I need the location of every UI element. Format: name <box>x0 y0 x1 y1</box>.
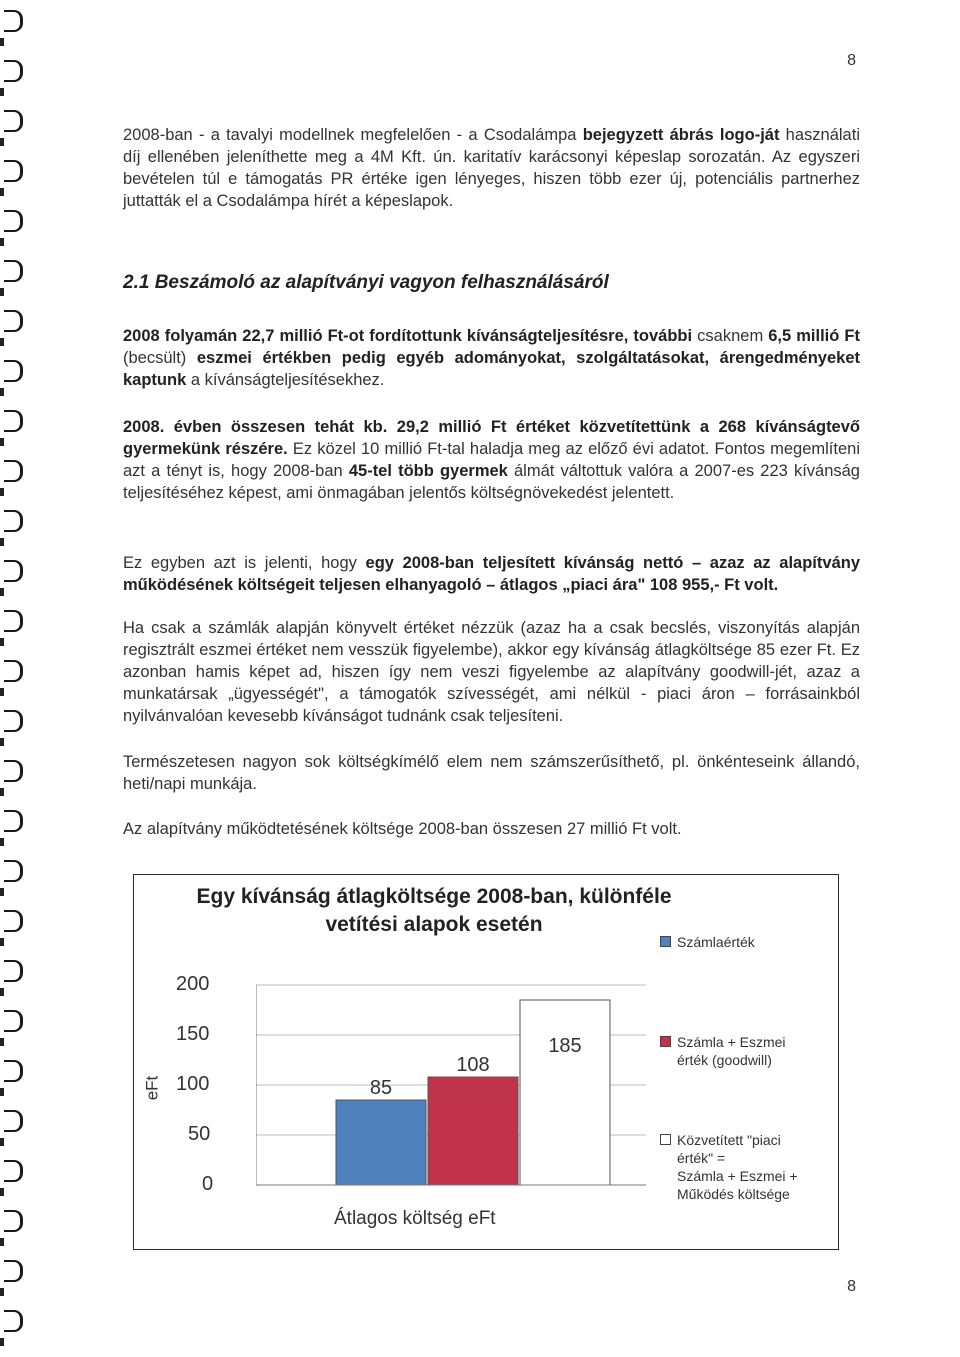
legend-swatch-2 <box>660 1036 671 1047</box>
binding-mark <box>0 338 4 346</box>
y-tick-50: 50 <box>188 1123 211 1145</box>
legend-item-1 <box>660 933 830 951</box>
binding-ring <box>4 710 23 732</box>
legend-item-2 <box>660 1033 830 1069</box>
binding-mark <box>0 638 4 646</box>
binding-ring <box>4 510 23 532</box>
binding-ring <box>4 1110 23 1132</box>
bar-2 <box>428 1077 518 1185</box>
page-number-top: 8 <box>847 52 856 69</box>
paragraph-3 <box>123 416 860 504</box>
legend-label-3d: Működés költsége <box>677 1186 790 1202</box>
p4-text-a: Ez egyben azt is jelenti, hogy <box>123 554 366 572</box>
binding-mark <box>0 688 4 696</box>
paragraph-6 <box>123 751 860 795</box>
bar-1 <box>336 1100 426 1185</box>
bar-label-3: 185 <box>548 1035 582 1057</box>
binding-mark <box>0 788 4 796</box>
legend-item-3 <box>660 1131 830 1203</box>
binding-ring <box>4 410 23 432</box>
x-axis-label: Átlagos költség eFt <box>334 1208 496 1229</box>
legend-swatch-3 <box>660 1134 671 1145</box>
binding-ring <box>4 60 23 82</box>
binding-ring <box>4 1060 23 1082</box>
binding-ring <box>4 160 23 182</box>
legend-label-3a: Közvetített "piaci <box>677 1132 781 1148</box>
binding-ring <box>4 810 23 832</box>
binding-mark <box>0 1038 4 1046</box>
paragraph-5 <box>123 617 860 727</box>
chart-title <box>194 883 674 939</box>
binding-mark <box>0 88 4 96</box>
binding-mark <box>0 388 4 396</box>
binding-mark <box>0 888 4 896</box>
binding-rings <box>0 0 22 1357</box>
p1-text-c: használati díj ellenében jeleníthette meg a 4M Kft. ún. karitatív karácsonyi képeslap sorozatán. Az egyszeri bevételen túl e támogatás PR értéke igen lényeges, hiszen több ezer új, potenciális partnerhez juttatták el a Csodalámpa hírét a képeslapok. <box>123 126 860 210</box>
p1-bold-logo: bejegyzett ábrás logo-ját <box>582 126 780 144</box>
binding-ring <box>4 310 23 332</box>
binding-ring <box>4 560 23 582</box>
section-heading: 2.1 Beszámoló az alapítványi vagyon felhasználásáról <box>123 272 609 293</box>
p3-text-d: álmát váltottuk valóra a 2007-es 223 kívánság teljesítéséhez képest, ami önmagában jelentős költségnövekedést jelentett. <box>123 462 860 502</box>
page-number-bottom: 8 <box>847 1278 856 1295</box>
binding-ring <box>4 1210 23 1232</box>
legend-label-2b: érték (goodwill) <box>677 1052 772 1068</box>
paragraph-7 <box>123 818 860 840</box>
binding-mark <box>0 138 4 146</box>
bar-label-2: 108 <box>456 1054 490 1076</box>
binding-ring <box>4 960 23 982</box>
bar-3 <box>520 1000 610 1185</box>
y-tick-200: 200 <box>176 973 210 995</box>
binding-mark <box>0 238 4 246</box>
binding-ring <box>4 460 23 482</box>
bar-label-1: 85 <box>369 1077 393 1099</box>
binding-ring <box>4 910 23 932</box>
bar-chart <box>133 874 839 1250</box>
p2-bold-e: eszmei értékben pedig egyéb adományokat, szolgáltatásokat, árengedményeket kaptunk <box>123 349 860 389</box>
p7-text: Az alapítvány működtetésének költsége 2008-ban összesen 27 millió Ft volt. <box>123 820 682 838</box>
binding-mark <box>0 1288 4 1296</box>
binding-ring <box>4 260 23 282</box>
legend-label-2a: Számla + Eszmei <box>677 1034 786 1050</box>
legend-label-1: Számlaérték <box>677 934 755 950</box>
paragraph-1 <box>123 124 860 212</box>
binding-mark <box>0 438 4 446</box>
binding-ring <box>4 110 23 132</box>
binding-mark <box>0 938 4 946</box>
p3-bold-c: 45-tel több gyermek <box>348 462 508 480</box>
binding-mark <box>0 838 4 846</box>
plot-area <box>256 975 646 1205</box>
paragraph-4 <box>123 552 860 596</box>
binding-mark <box>0 1188 4 1196</box>
binding-mark <box>0 988 4 996</box>
y-tick-150: 150 <box>176 1023 210 1045</box>
p3-text-b: Ez közel 10 millió Ft-tal haladja meg az előző évi adatot. Fontos megemlíteni azt a tényt is, hogy 2008-ban <box>123 440 860 480</box>
p6-text: Természetesen nagyon sok költségkímélő elem nem számszerűsíthető, pl. önkénteseink állandó, heti/napi munkája. <box>123 753 860 793</box>
p4-bold-b: egy 2008-ban teljesített kívánság nettó – azaz az alapítvány működésének költségeit teljesen elhanyagoló – átlagos „piaci ára" 108 955,- Ft volt. <box>123 554 860 594</box>
p3-bold-a: 2008. évben összesen tehát kb. 29,2 millió Ft értéket közvetítettünk a 268 kívánságtevő gyermekünk részére. <box>123 418 860 458</box>
binding-ring <box>4 860 23 882</box>
binding-mark <box>0 38 4 46</box>
legend-label-3c: Számla + Eszmei + <box>677 1168 798 1184</box>
legend-swatch-1 <box>660 936 671 947</box>
binding-ring <box>4 1010 23 1032</box>
y-axis-label: eFt <box>142 1075 162 1101</box>
p2-text-f: a kívánságteljesítésekhez. <box>186 371 385 389</box>
binding-mark <box>0 1138 4 1146</box>
p2-text-b: csaknem <box>692 327 769 345</box>
y-tick-100: 100 <box>176 1073 210 1095</box>
binding-ring <box>4 360 23 382</box>
chart-title-line-2: vetítési alapok esetén <box>325 913 543 936</box>
binding-mark <box>0 738 4 746</box>
binding-mark <box>0 1338 4 1346</box>
binding-ring <box>4 10 23 32</box>
p2-bold-c: 6,5 millió Ft <box>768 327 860 345</box>
p2-bold-a: 2008 folyamán 22,7 millió Ft-ot fordítottunk kívánságteljesítésre, további <box>123 327 693 345</box>
binding-mark <box>0 488 4 496</box>
binding-mark <box>0 588 4 596</box>
chart-title-line-1: Egy kívánság átlagköltsége 2008-ban, különféle <box>196 885 672 908</box>
binding-ring <box>4 610 23 632</box>
binding-ring <box>4 210 23 232</box>
binding-mark <box>0 188 4 196</box>
legend-label-3b: érték" = <box>677 1150 726 1166</box>
paragraph-2 <box>123 325 860 391</box>
p2-text-d: (becsült) <box>123 349 197 367</box>
y-tick-0: 0 <box>202 1173 214 1195</box>
p5-text: Ha csak a számlák alapján könyvelt értéket nézzük (azaz ha a csak becslés, viszonyítás alapján regisztrált eszmei értéket nem vesszük figyelembe), akkor egy kívánság átlagköltsége 85 ezer Ft. Ez azonban hamis képet ad, hiszen így nem veszi figyelembe az alapítvány goodwill-jét, azaz a munkatársak „ügyességét", a támogatók szívességét, ami nélkül - piaci áron – forrásainkból nyilvánvalóan kevesebb kívánságot tudnánk csak teljesíteni. <box>123 619 860 725</box>
binding-mark <box>0 288 4 296</box>
binding-mark <box>0 1088 4 1096</box>
binding-mark <box>0 1238 4 1246</box>
binding-ring <box>4 760 23 782</box>
binding-ring <box>4 1260 23 1282</box>
binding-ring <box>4 1160 23 1182</box>
binding-mark <box>0 538 4 546</box>
binding-ring <box>4 1310 23 1332</box>
p1-text-a: 2008-ban - a tavalyi modellnek megfelelően - a Csodalámpa <box>123 126 583 144</box>
binding-ring <box>4 660 23 682</box>
